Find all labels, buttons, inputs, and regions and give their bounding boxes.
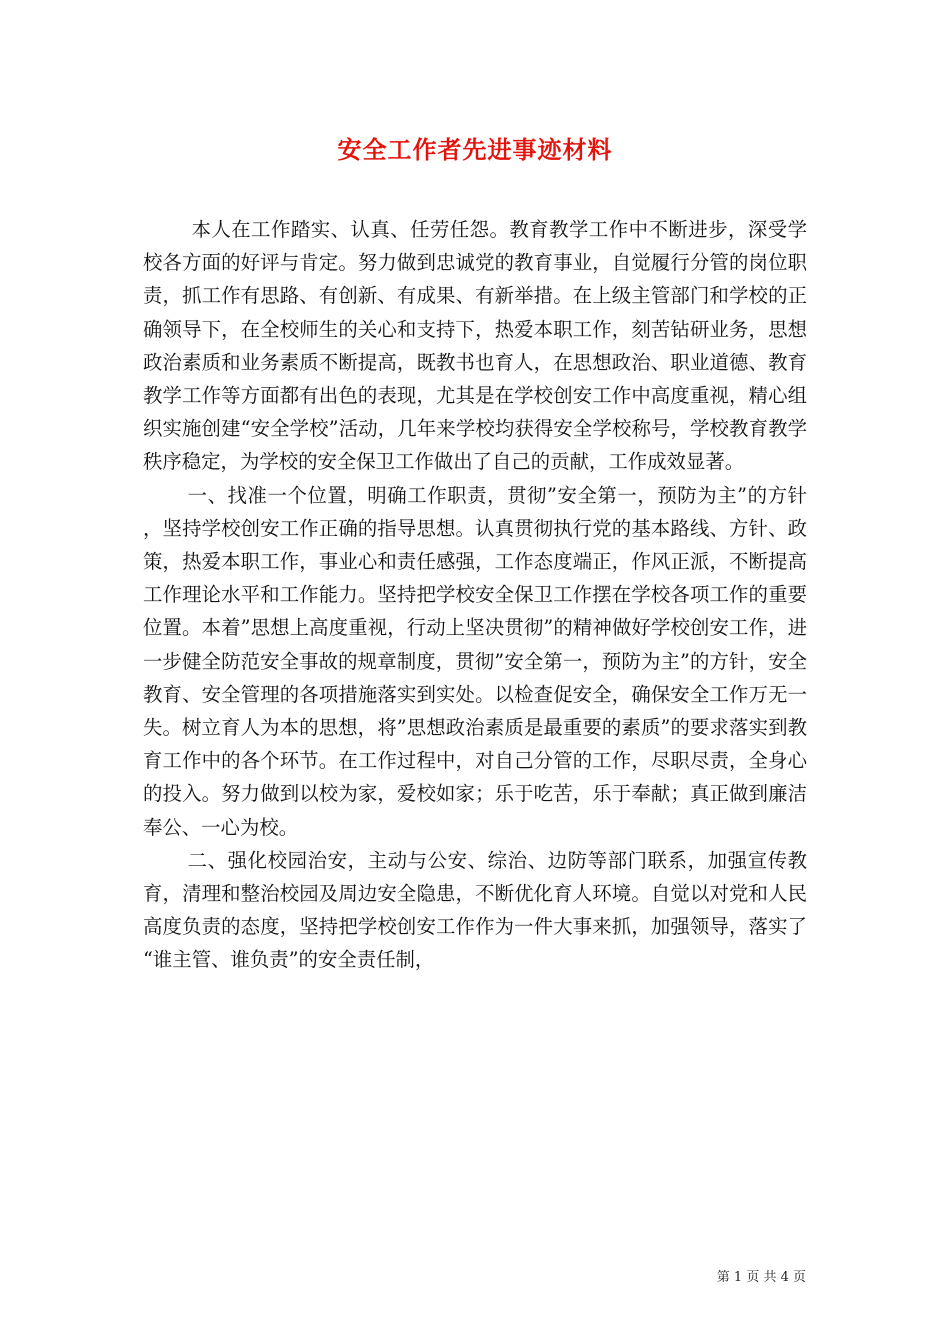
document-title: 安全工作者先进事迹材料 [337, 135, 613, 164]
page-number-footer: 第 1 页 共 4 页 [716, 1270, 806, 1285]
document-body [143, 213, 807, 977]
paragraph-section-one: 一、找准一个位置，明确工作职责，贯彻”安全第一，预防为主”的方针，坚持学校创安工作正确的指导思想。认真贯彻执行党的基本路线、方针、政策，热爱本职工作，事业心和责任感强，工作态度端正，作风正派，不断提高工作理论水平和工作能力。坚持把学校安全保卫工作摆在学校各项工作的重要位置。本着”思想上高度重视，行动上坚决贯彻”的精神做好学校创安工作，进一步健全防范安全事故的规章制度，贯彻”安全第一，预防为主”的方针，安全教育、安全管理的各项措施落实到实处。以检查促安全，确保安全工作万无一失。树立育人为本的思想，将”思想政治素质是最重要的素质”的要求落实到教育工作中的各个环节。在工作过程中，对自己分管的工作，尽职尽责，全身心的投入。努力做到以校为家，爱校如家；乐于吃苦，乐于奉献；真正做到廉洁奉公、一心为校。 [143, 483, 807, 839]
paragraph-intro: 本人在工作踏实、认真、任劳任怨。教育教学工作中不断进步，深受学校各方面的好评与肯定。努力做到忠诚党的教育事业，自觉履行分管的岗位职责，抓工作有思路、有创新、有成果、有新举措。在上级主管部门和学校的正确领导下，在全校师生的关心和支持下，热爱本职工作，刻苦钻研业务，思想政治素质和业务素质不断提高，既教书也育人，在思想政治、职业道德、教育教学工作等方面都有出色的表现，尤其是在学校创安工作中高度重视，精心组织实施创建“安全学校”活动，几年来学校均获得安全学校称号，学校教育教学秩序稳定，为学校的安全保卫工作做出了自己的贡献，工作成效显著。 [143, 218, 807, 474]
paragraph-section-two: 二、强化校园治安，主动与公安、综治、边防等部门联系，加强宣传教育，清理和整治校园及周边安全隐患，不断优化育人环境。自觉以对党和人民高度负责的态度，坚持把学校创安工作作为一件大事来抓，加强领导，落实了“谁主管、谁负责”的安全责任制， [143, 848, 807, 972]
